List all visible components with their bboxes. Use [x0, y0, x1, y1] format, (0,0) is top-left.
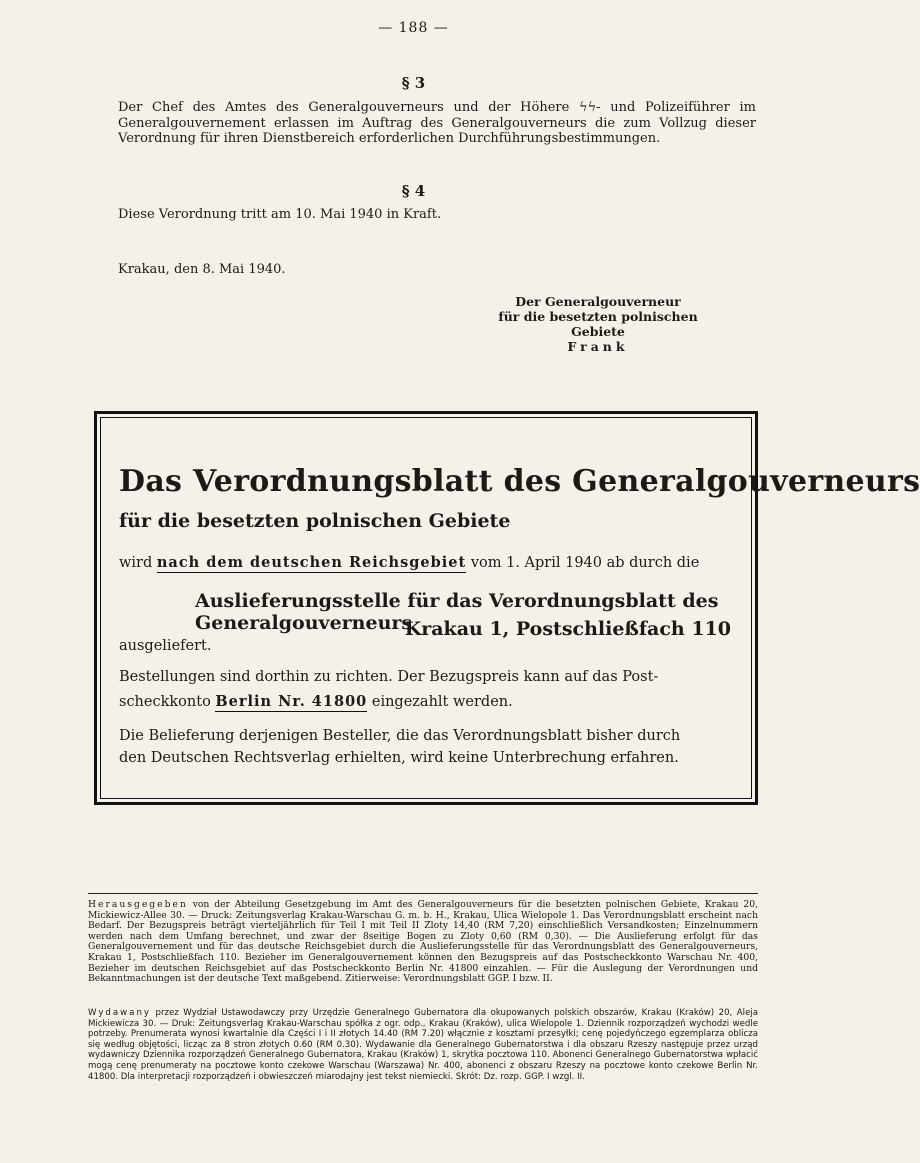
- notice-title: Das Verordnungsblatt des Generalgouverneurs: [119, 464, 920, 499]
- section-3-heading: § 3: [401, 74, 426, 92]
- section-4-text: Diese Verordnung tritt am 10. Mai 1940 in Kraft.: [118, 207, 442, 222]
- notice-subtitle: für die besetzten polnischen Gebiete: [119, 510, 511, 532]
- notice-line-1-pre: wird: [119, 555, 153, 571]
- footer-rule: [88, 893, 758, 894]
- notice-account-post: eingezahlt werden.: [371, 694, 513, 710]
- page-number: — 188 —: [378, 20, 449, 36]
- notice-delivery-address: Krakau 1, Postschließfach 110: [404, 618, 731, 640]
- signature-name: Frank: [567, 339, 629, 354]
- footer-imprint-polish: [88, 1008, 758, 1082]
- signature-block: [480, 294, 716, 354]
- notice-supply-line-2: den Deutschen Rechtsverlag erhielten, wird keine Unterbrechung erfahren.: [119, 750, 679, 766]
- footer-pl-text: przez Wydział Ustawodawczy przy Urzędzie Generalnego Gubernatora dla okupowanych polskich obszarów, Krakau (Kraków) 20, Aleja Mickiewicza 30. — Druk: Zeitungsverlag Krakau-Warschau spółka z ogr. odp., Krakau (Kraków), ulica Wielopole 1. Dziennik rozporządzeń wychodzi wedle potrzeby. Prenumerata wynosi kwartalnie dla Części I i II złotych 14.40 (RM 7.20) włącznie z kosztami przesyłki; cenę pojedyńczego egzemplarza oblicza się według objętości, licząc za 8 stron złotych 0.60 (RM 0.30). Wydawanie dla Generalnego Gubernatorstwa i dla obszaru Rzeszy następuje przez urząd wydawniczy Dziennika rozporządzeń Generalnego Gubernatora, Krakau (Kraków) 1, skrytka pocztowa 110. Abonenci Generalnego Gubernatorstwa wpłacić mogą cenę prenumeraty na pocztowe konto czekowe Warschau (Warszawa) Nr. 400, abonenci z obszaru Rzeszy na pocztowe konto czekowe Berlin Nr. 41800. Dla interpretacji rozporządzeń i obwieszczeń miarodajny jest tekst niemiecki. Skrót: Dz. rozp. GGP. I wzgl. II.: [88, 1008, 759, 1082]
- notice-account-pre: scheckkonto: [119, 694, 211, 710]
- notice-delivery-office: Auslieferungsstelle für das Verordnungsblatt des Generalgouverneurs: [195, 590, 719, 634]
- footer-de-lead: Herausgegeben: [88, 899, 188, 910]
- notice-box: [94, 411, 920, 805]
- notice-underlined-reichsgebiet: nach dem deutschen Reichsgebiet: [156, 554, 467, 571]
- footer-imprint-german: [88, 900, 758, 985]
- notice-account-number: Berlin Nr. 41800: [215, 693, 368, 710]
- signature-title: Der Generalgouverneur: [515, 294, 681, 309]
- footer-pl-lead: Wydawany: [88, 1008, 151, 1018]
- section-3-text: Der Chef des Amtes des Generalgouverneurs und der Höhere ϟϟ- und Polizeiführer im Generalgouvernement erlassen im Auftrag des Generalgouverneurs die zum Vollzug dieser Verordnung für ihren Dienstbereich erforderlichen Durchführungsbestimmungen.: [118, 100, 756, 146]
- notice-order-line: Bestellungen sind dorthin zu richten. Der Bezugspreis kann auf das Post-: [119, 669, 659, 685]
- section-4-heading: § 4: [401, 182, 426, 200]
- place-date: Krakau, den 8. Mai 1940.: [118, 262, 286, 277]
- notice-supply-line-1: Die Belieferung derjenigen Besteller, die das Verordnungsblatt bisher durch: [119, 728, 681, 744]
- notice-delivered: ausgeliefert.: [119, 638, 212, 654]
- notice-line-1: [119, 554, 699, 571]
- notice-line-1-post: vom 1. April 1940 ab durch die: [470, 555, 700, 571]
- signature-subtitle: für die besetzten polnischen Gebiete: [498, 309, 698, 339]
- notice-account-line: [119, 693, 513, 710]
- footer-de-text: von der Abteilung Gesetzgebung im Amt des Generalgouverneurs für die besetzten polnischen Gebiete, Krakau 20, Mickiewicz-Allee 30. — Druck: Zeitungsverlag Krakau-Warschau G. m. b. H., Krakau, Ulica Wielopole 1. Das Verordnungsblatt erscheint nach Bedarf. Der Bezugspreis beträgt vierteljährlich für Teil I mit Teil II Zloty 14,40 (RM 7,20) einschließlich Versandkosten; Einzelnummern werden nach dem Umfang berechnet, und zwar der 8seitige Bogen zu Zloty 0,60 (RM 0,30). — Die Auslieferung erfolgt für das Generalgouvernement und für das deutsche Reichsgebiet durch die Auslieferungsstelle für das Verordnungsblatt des Generalgouverneurs, Krakau 1, Postschließfach 110. Bezieher im Generalgouvernement können den Bezugspreis auf das Postscheckkonto Warschau Nr. 400, Bezieher im deutschen Reichsgebiet auf das Postscheckkonto Berlin Nr. 41800 einzahlen. — Für die Auslegung der Verordnungen und Bekanntmachungen ist der deutsche Text maßgebend. Zitierweise: Verordnungsblatt GGP. I bzw. II.: [88, 899, 758, 985]
